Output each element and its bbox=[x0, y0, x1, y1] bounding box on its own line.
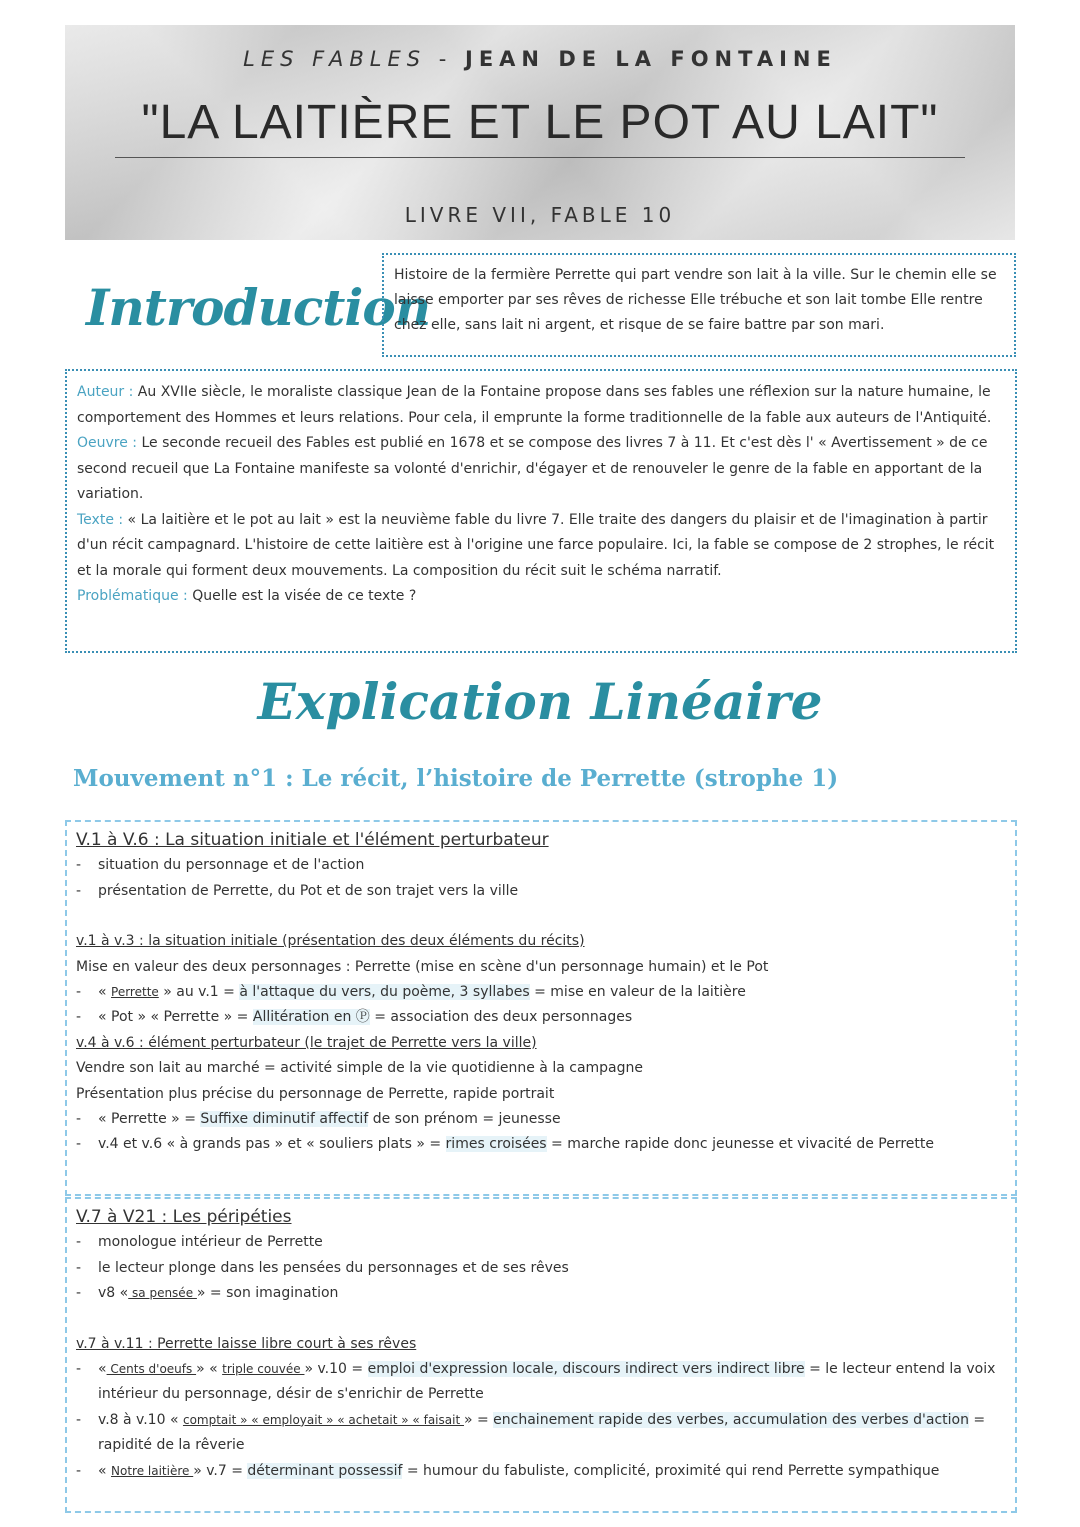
quote: triple couvée bbox=[222, 1362, 305, 1377]
explication-heading: Explication Linéaire bbox=[257, 672, 823, 731]
list-item bbox=[76, 1408, 1006, 1459]
title-divider bbox=[115, 157, 965, 158]
oeuvre-label: Oeuvre : bbox=[77, 435, 138, 451]
text: v8 « bbox=[98, 1285, 129, 1302]
quote: Notre laitière bbox=[111, 1463, 194, 1478]
list-item: - situation du personnage et de l'action bbox=[76, 853, 1006, 878]
problematique-label: Problématique : bbox=[77, 588, 188, 604]
auteur-label: Auteur : bbox=[77, 384, 134, 400]
section-heading: V.1 à V.6 : La situation initiale et l'élément perturbateur bbox=[76, 830, 549, 850]
summary-text: Histoire de la fermière Perrette qui part vendre son lait à la ville. Sur le chemin elle se laisse emporter par ses rêves de richesse Elle trébuche et son lait tombe Elle rentre chez elle, sans lait ni argent, et risque de se faire battre par son mari. bbox=[394, 267, 997, 333]
text: » v.10 = bbox=[304, 1361, 368, 1378]
quote: Perrette bbox=[111, 985, 159, 1000]
texte-text: « La laitière et le pot au lait » est la neuvième fable du livre 7. Elle traite des dangers du plaisir et de l'imagination à partir d'un récit campagnard. L'histoire de cette laitière est à l'origine une farce populaire. Ici, la fable se compose de 2 strophes, le récit et la morale qui forment deux mouvements. La composition du récit suit le schéma narratif. bbox=[77, 511, 995, 579]
text: = association des deux personnages bbox=[369, 1009, 633, 1026]
text: « bbox=[98, 984, 112, 1001]
list-item bbox=[76, 1005, 1006, 1030]
list-item: - le lecteur plonge dans les pensées du personnages et de ses rêves bbox=[76, 1256, 1006, 1281]
text: » = bbox=[463, 1411, 494, 1428]
highlight: Allitération en Ⓟ bbox=[252, 1009, 370, 1026]
list-item bbox=[76, 980, 1006, 1005]
fable-title: "LA LAITIÈRE ET LE POT AU LAIT" bbox=[141, 96, 939, 149]
list-item bbox=[76, 1357, 1006, 1408]
introduction-heading: Introduction bbox=[86, 278, 431, 337]
highlight: emploi d'expression locale, discours indirect vers indirect libre bbox=[367, 1361, 805, 1378]
book-fable-number: LIVRE VII, FABLE 10 bbox=[404, 203, 676, 227]
highlight: enchainement rapide des verbes, accumulation des verbes d'action bbox=[493, 1411, 969, 1428]
paragraph: Présentation plus précise du personnage de Perrette, rapide portrait bbox=[76, 1085, 555, 1102]
text: = humour du fabuliste, complicité, proximité qui rend Perrette sympathique bbox=[402, 1462, 940, 1479]
text: » au v.1 = bbox=[158, 984, 240, 1001]
problematique-text: Quelle est la visée de ce texte ? bbox=[187, 588, 417, 604]
subsection-heading: v.7 à v.11 : Perrette laisse libre court à ses rêves bbox=[76, 1335, 417, 1352]
subsection-heading: v.1 à v.3 : la situation initiale (présentation des deux éléments du récits) bbox=[76, 933, 585, 950]
text: » v.7 = bbox=[193, 1462, 248, 1479]
section-situation-initiale bbox=[65, 820, 1017, 1196]
fable-collection-author bbox=[65, 47, 1015, 71]
list-item: - présentation de Perrette, du Pot et de son trajet vers la ville bbox=[76, 879, 1006, 904]
text: « Perrette » = bbox=[98, 1111, 201, 1128]
section-peripeties bbox=[65, 1197, 1017, 1513]
texte-paragraph bbox=[77, 508, 1005, 585]
oeuvre-paragraph bbox=[77, 431, 1005, 508]
author-name: JEAN DE LA FONTAINE bbox=[465, 47, 837, 71]
kicker-separator: - bbox=[426, 47, 466, 71]
list-item bbox=[76, 1459, 1006, 1484]
context-box bbox=[65, 369, 1017, 653]
highlight: à l'attaque du vers, du poème, 3 syllabes bbox=[239, 984, 530, 1001]
text: » = son imagination bbox=[196, 1285, 339, 1302]
oeuvre-text: Le seconde recueil des Fables est publié en 1678 et se compose des livres 7 à 11. Et c'est dès l' « Avertissement » de ce second recueil que La Fontaine manifeste sa volonté d'enrichir, d'égayer et de renouveler le genre de la fable en apportant de la variation. bbox=[77, 435, 988, 502]
text: v.4 et v.6 « à grands pas » et « souliers plats » = bbox=[98, 1136, 446, 1153]
list-item bbox=[76, 1132, 1006, 1157]
list-item: - monologue intérieur de Perrette bbox=[76, 1230, 1006, 1255]
text: « bbox=[98, 1361, 107, 1378]
highlight: Suffixe diminutif affectif bbox=[200, 1111, 369, 1128]
quote: Cents d'oeufs bbox=[106, 1362, 197, 1377]
paragraph: Mise en valeur des deux personnages : Perrette (mise en scène d'un personnage humain) et le Pot bbox=[76, 958, 769, 975]
text: = marche rapide donc jeunesse et vivacité de Perrette bbox=[546, 1136, 934, 1153]
list-item bbox=[76, 1281, 1006, 1306]
problematique-paragraph bbox=[77, 584, 1005, 610]
auteur-paragraph bbox=[77, 380, 1005, 431]
text: » « bbox=[196, 1361, 223, 1378]
text: = le lecteur entend la voix intérieur du personnage, désir de s'enrichir de Perrette bbox=[98, 1361, 996, 1403]
quote: comptait » « employait » « achetait » « faisait bbox=[182, 1412, 464, 1427]
movement-heading: Mouvement n°1 : Le récit, l’histoire de Perrette (strophe 1) bbox=[73, 765, 839, 792]
text: = mise en valeur de la laitière bbox=[529, 984, 746, 1001]
text: de son prénom = jeunesse bbox=[368, 1111, 561, 1128]
text: « Pot » « Perrette » = bbox=[98, 1009, 253, 1026]
title-banner bbox=[65, 25, 1015, 240]
quote: sa pensée bbox=[128, 1286, 197, 1301]
text: v.8 à v.10 « bbox=[98, 1411, 183, 1428]
list-item bbox=[76, 1107, 1006, 1132]
auteur-text: Au XVIIe siècle, le moraliste classique Jean de la Fontaine propose dans ses fables une réflexion sur la nature humaine, le comportement des Hommes et leurs relations. Pour cela, il emprunte la forme traditionnelle de la fable aux auteurs de l'Antiquité. bbox=[77, 384, 992, 426]
texte-label: Texte : bbox=[77, 511, 124, 528]
spacer bbox=[76, 904, 1006, 929]
highlight: rimes croisées bbox=[445, 1136, 547, 1153]
text: = rapidité de la rêverie bbox=[98, 1411, 986, 1454]
text: « bbox=[98, 1462, 112, 1479]
section-heading: V.7 à V21 : Les péripéties bbox=[76, 1207, 292, 1227]
spacer bbox=[76, 1307, 1006, 1332]
paragraph: Vendre son lait au marché = activité simple de la vie quotidienne à la campagne bbox=[76, 1060, 643, 1077]
summary-box bbox=[382, 253, 1016, 357]
collection-name: LES FABLES bbox=[243, 47, 427, 71]
subsection-heading: v.4 à v.6 : élément perturbateur (le trajet de Perrette vers la ville) bbox=[76, 1034, 537, 1051]
highlight: déterminant possessif bbox=[247, 1462, 403, 1479]
